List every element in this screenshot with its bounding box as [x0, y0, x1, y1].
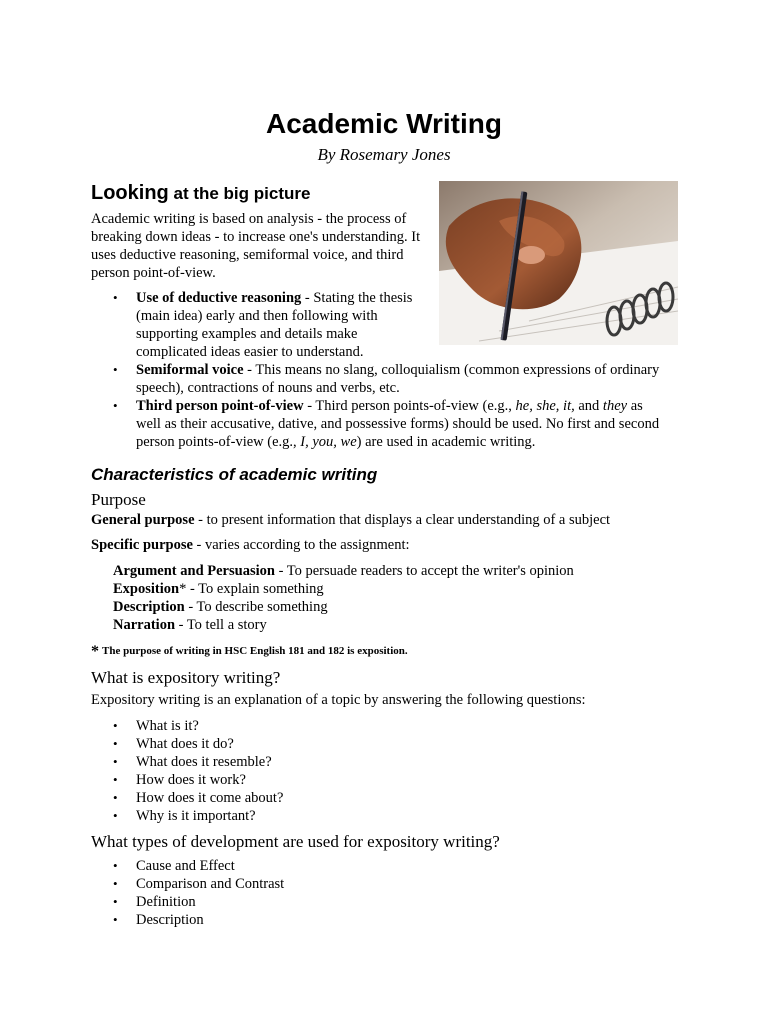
byline: By Rosemary Jones [317, 145, 451, 164]
specific-purpose [91, 536, 410, 554]
section-heading-big-picture [91, 182, 310, 205]
writing-type-term: Exposition [113, 581, 180, 597]
footnote-star: * [91, 643, 99, 660]
development-heading: What types of development are used for expository writing? [91, 832, 500, 851]
expository-heading: What is expository writing? [91, 668, 281, 687]
writing-type-row [113, 562, 574, 580]
writing-type-text: - To tell a story [175, 617, 267, 633]
specific-purpose-term: Specific purpose [91, 537, 193, 553]
feature-text: as well as their accusative, dative, and possessive forms) should be used. No first and second person points-of-view (e.g., [136, 398, 660, 450]
list-item: • Comparison and Contrast [91, 875, 491, 893]
list-item: • How does it come about? [91, 789, 491, 807]
expository-intro: Expository writing is an explanation of a topic by answering the following questions: [91, 692, 586, 708]
list-item [91, 361, 671, 397]
list-item [91, 289, 671, 361]
writing-type-row [113, 580, 574, 598]
list-item [91, 397, 671, 451]
feature-italic: I, you, we [300, 434, 357, 450]
purpose-heading: Purpose [91, 490, 146, 509]
writing-type-term: Narration [113, 617, 176, 633]
list-item: • What does it do? [91, 735, 491, 753]
specific-purpose-text: - varies according to the assignment: [192, 537, 410, 553]
general-purpose-term: General purpose [91, 512, 195, 528]
list-item: • What is it? [91, 717, 491, 735]
feature-italic: they [602, 398, 628, 414]
feature-text: - This means no slang, colloquialism (common expressions of ordinary speech), contractions of nouns and verbs, etc. [136, 362, 660, 396]
page-title: Academic Writing [266, 108, 502, 139]
writing-type-row [113, 616, 574, 634]
expository-questions-list [91, 717, 491, 825]
feature-text: - Stating the thesis [301, 290, 413, 306]
list-item: • What does it resemble? [91, 753, 491, 771]
development-types-list [91, 857, 491, 929]
heading-rest: at the big picture [168, 184, 311, 203]
writing-type-text: - To describe something [184, 599, 328, 615]
writing-type-text: - To persuade readers to accept the writer's opinion [274, 563, 574, 579]
feature-term: Third person point-of-view [136, 398, 304, 414]
writing-type-term: Description [113, 599, 185, 615]
section-heading-characteristics: Characteristics of academic writing [91, 465, 378, 484]
list-item: • Description [91, 911, 491, 929]
feature-text: - Third person points-of-view (e.g., [303, 398, 516, 414]
writing-type-text: - To explain something [186, 581, 324, 597]
heading-big-word: Looking [91, 182, 169, 204]
footnote [91, 641, 408, 659]
academic-features-list [91, 289, 671, 451]
writing-types [113, 562, 574, 634]
feature-text-line: supporting examples and details make [136, 326, 358, 342]
feature-term: Use of deductive reasoning [136, 290, 302, 306]
feature-text-line: (main idea) early and then following with [136, 308, 378, 324]
list-item: • Why is it important? [91, 807, 491, 825]
feature-italic: he, she, it, [515, 398, 575, 414]
feature-text: and [574, 398, 603, 414]
footnote-text: The purpose of writing in HSC English 181 and 182 is exposition. [102, 645, 408, 657]
writing-type-row [113, 598, 574, 616]
general-purpose [91, 511, 610, 529]
list-item: • Definition [91, 893, 491, 911]
writing-type-suffix: * [179, 581, 187, 597]
intro-paragraph: Academic writing is based on analysis - the process of breaking down ideas - to increase one's understanding. It uses deductive reasoning, semiformal voice, and third person point-of-view. [91, 211, 421, 281]
feature-term: Semiformal voice [136, 362, 244, 378]
feature-text: ) are used in academic writing. [356, 434, 536, 450]
list-item: • Cause and Effect [91, 857, 491, 875]
general-purpose-text: - to present information that displays a clear understanding of a subject [194, 512, 611, 528]
feature-text-line: complicated ideas easier to understand. [136, 344, 364, 360]
writing-type-term: Argument and Persuasion [113, 563, 275, 579]
list-item: • How does it work? [91, 771, 491, 789]
